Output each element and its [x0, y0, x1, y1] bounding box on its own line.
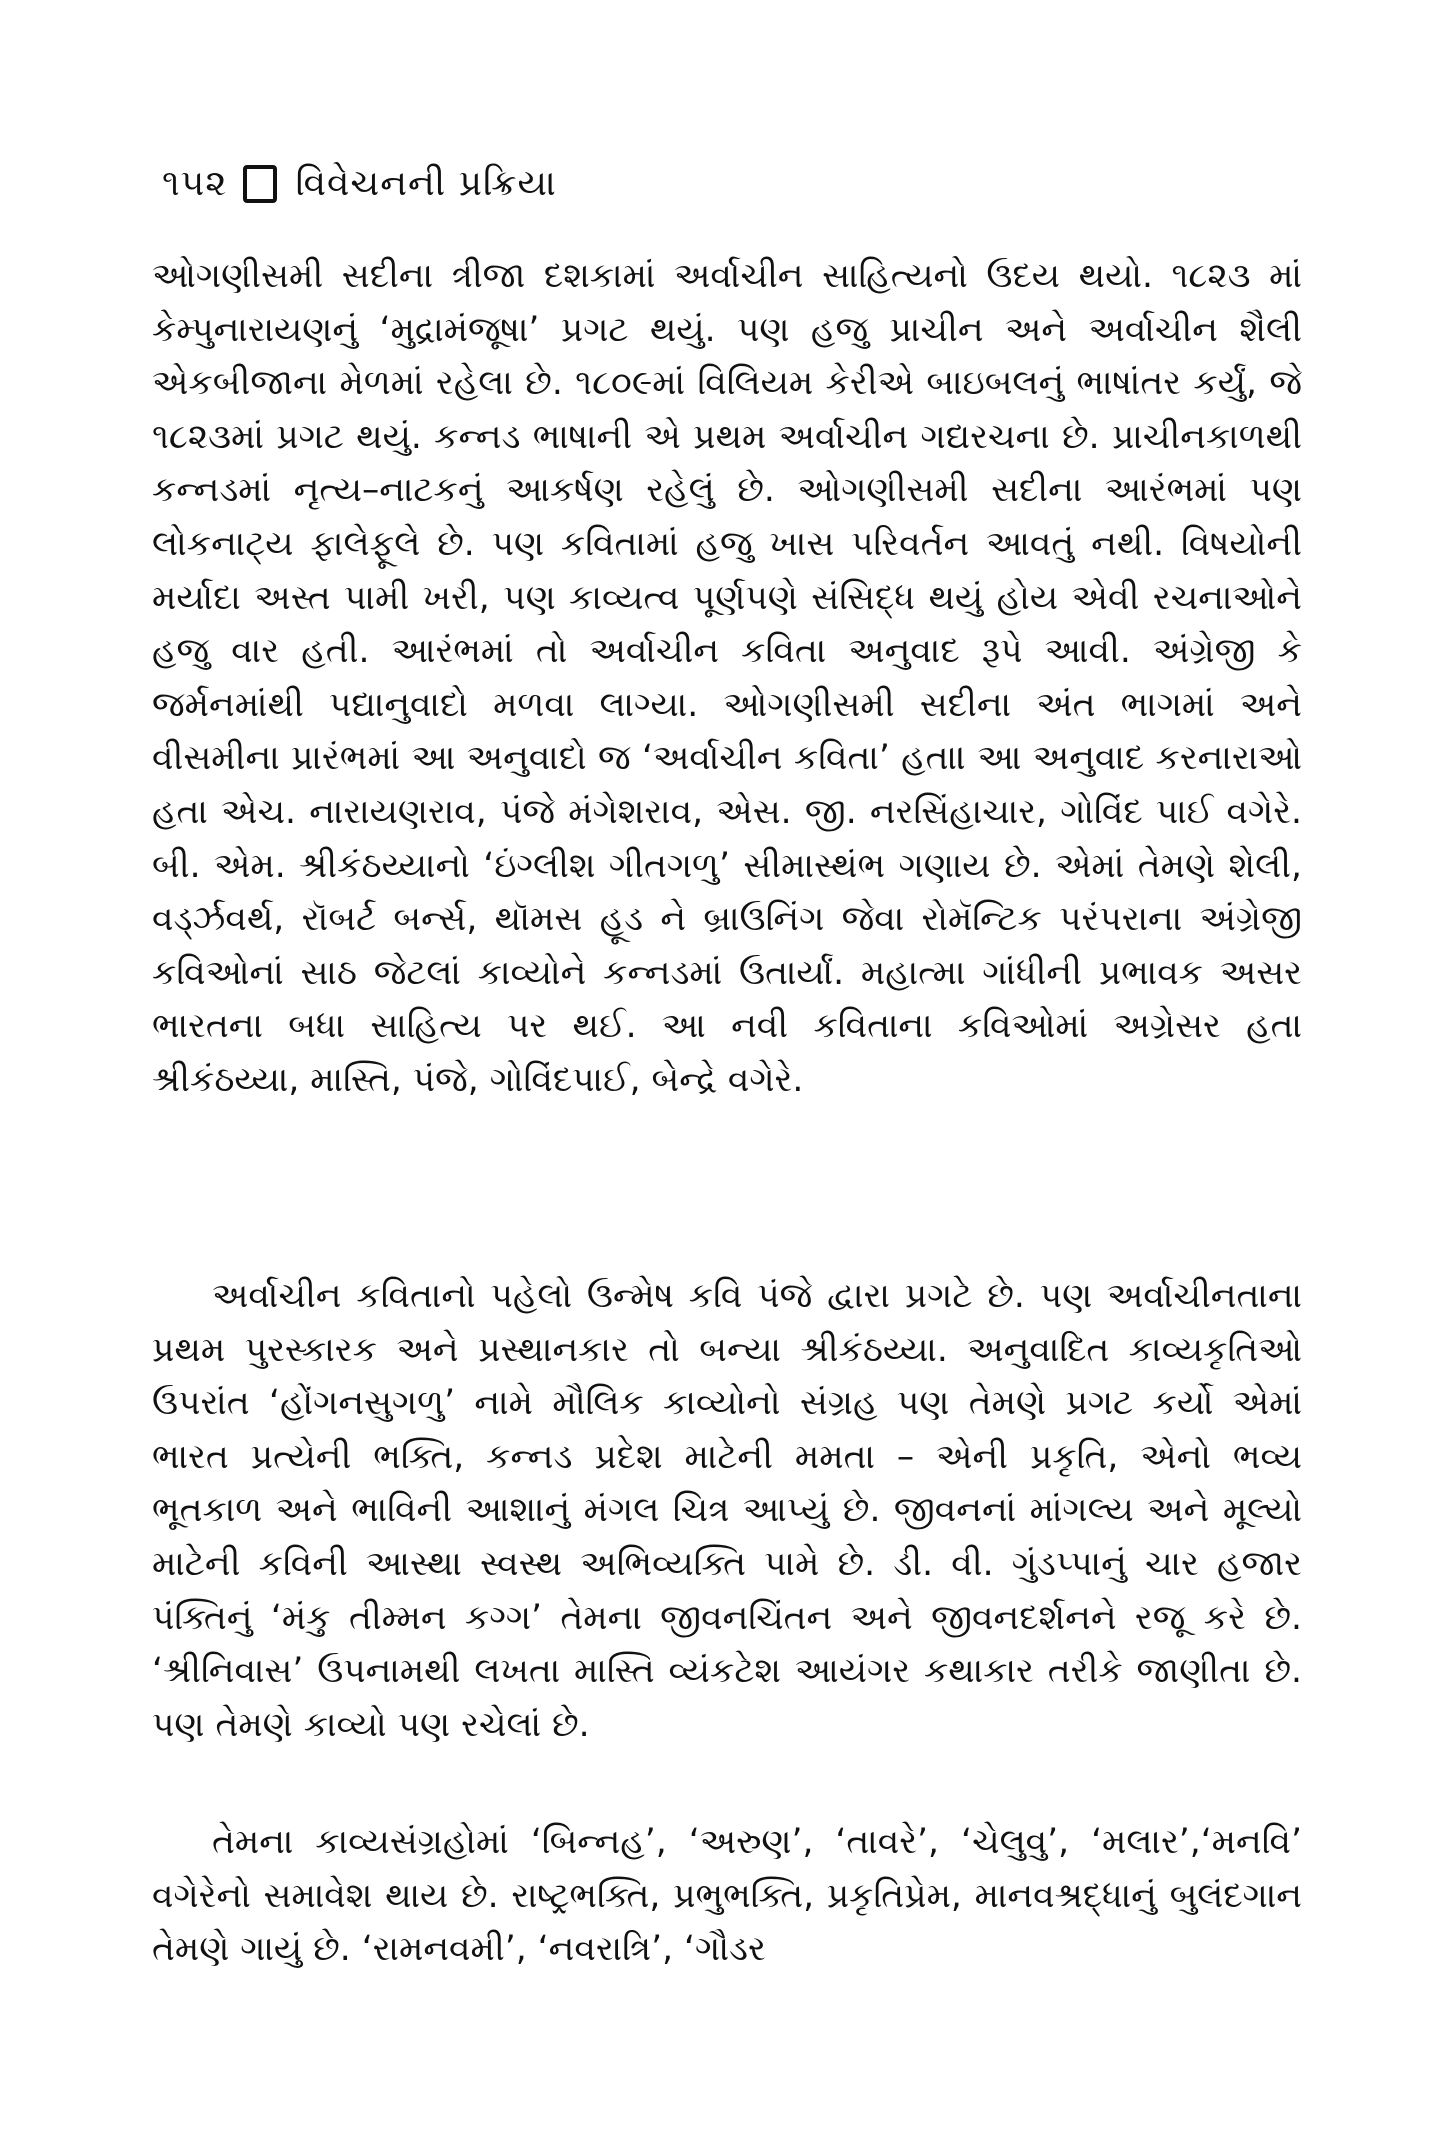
paragraph-2: અર્વાચીન કવિતાનો પહેલો ઉન્મેષ કવિ પંજે દ્વારા પ્રગટે છે. પણ અર્વાચીનતાના પ્રથમ પુરસ્કારક અને પ્રસ્થાનકાર તો બન્યા શ્રીકંઠય્યા. અનુવાદિત કાવ્યકૃતિઓ ઉપરાંત ‘હોંગનસુગળુ’ નામે મૌલિક કાવ્યોનો સંગ્રહ પણ તેમણે પ્રગટ કર્યો એમાં ભારત પ્રત્યેની ભક્તિ, કન્નડ પ્રદેશ માટેની મમતા – એની પ્રકૃતિ, એનો ભવ્ય ભૂતકાળ અને ભાવિની આશાનું મંગલ ચિત્ર આપ્યું છે. જીવનનાં માંગલ્ય અને મૂલ્યો માટેની કવિની આસ્થા સ્વસ્થ અભિવ્યક્તિ પામે છે. ડી. વી. ગુંડપ્પાનું ચાર હજાર પંક્તિનું ‘મંકુ તીમ્મન કગ્ગ’ તેમના જીવનચિંતન અને જીવનદર્શનને રજૂ કરે છે. ‘શ્રીનિવાસ’ ઉપનામથી લખતા માસ્તિ વ્યંકટેશ આયંગર કથાકાર તરીકે જાણીતા છે. પણ તેમણે કાવ્યો પણ રચેલાં છે. — [152, 1276, 1302, 1745]
body-text — [152, 250, 1302, 1970]
paragraph-1: ઓગણીસમી સદીના ત્રીજા દશકામાં અર્વાચીન સાહિત્યનો ઉદય થયો. ૧૮૨૩ માં કેમ્પુનારાયણનું ‘મુદ્રામંજૂષા’ પ્રગટ થયું. પણ હજુ પ્રાચીન અને અર્વાચીન શૈલી એકબીજાના મેળમાં રહેલા છે. ૧૮૦૯માં વિલિયમ કેરીએ બાઇબલનું ભાષાંતર કર્યું, જે ૧૮૨૩માં પ્રગટ થયું. કન્નડ ભાષાની એ પ્રથમ અર્વાચીન ગદ્યરચના છે. પ્રાચીનકાળથી કન્નડમાં નૃત્ય–નાટકનું આકર્ષણ રહેલું છે. ઓગણીસમી સદીના આરંભમાં પણ લોકનાટ્ય ફાલેફૂલે છે. પણ કવિતામાં હજુ ખાસ પરિવર્તન આવતું નથી. વિષયોની મર્યાદા અસ્ત પામી ખરી, પણ કાવ્યત્વ પૂર્ણપણે સંસિદ્ધ થયું હોય એવી રચનાઓને હજુ વાર હતી. આરંભમાં તો અર્વાચીન કવિતા અનુવાદ રૂપે આવી. અંગ્રેજી કે જર્મનમાંથી પદ્યાનુવાદો મળવા લાગ્યા. ઓગણીસમી સદીના અંત ભાગમાં અને વીસમીના પ્રારંભમાં આ અનુવાદો જ ‘અર્વાચીન કવિતા’ હતા। આ અનુવાદ કરનારાઓ હતા એચ. નારાયણરાવ, પંજે મંગેશરાવ, એસ. જી. નરસિંહાચાર, ગોવિંદ પાઈ વગેરે. બી. એમ. શ્રીકંઠય્યાનો ‘ઇંગ્લીશ ગીતગળુ’ સીમાસ્થંભ ગણાય છે. એમાં તેમણે શેલી, વર્ડ્ઝવર્થ, રૉબર્ટ બર્ન્સ, થૉમસ હૂડ ને બ્રાઉનિંગ જેવા રોમૅન્ટિક પરંપરાના અંગ્રેજી કવિઓનાં સાઠ જેટલાં કાવ્યોને કન્નડમાં ઉતાર્યાં. મહાત્મા ગાંધીની પ્રભાવક અસર ભારતના બધા સાહિત્ય પર થઈ. આ નવી કવિતાના કવિઓમાં અગ્રેસર હતા શ્રીકંઠય્યા, માસ્તિ, પંજે, ગોવિંદપાઈ, બેન્દ્રે વગેરે. — [152, 256, 1302, 1100]
book-title: વિવેચનની પ્રક્રિયા — [295, 163, 557, 204]
running-head — [162, 154, 557, 214]
square-box-icon — [243, 165, 277, 203]
page-number: ૧૫૨ — [162, 163, 228, 204]
paragraph-3: તેમના કાવ્યસંગ્રહોમાં ‘બિન્નહ’, ‘અરુણ’, ‘તાવરે’, ‘ચેલુવુ’, ‘મલાર’,‘મનવિ’ વગેરેનો સમાવેશ થાય છે. રાષ્ટ્રભક્તિ, પ્રભુભક્તિ, પ્રકૃતિપ્રેમ, માનવશ્રદ્ધાનું બુલંદગાન તેમણે ગાયું છે. ‘રામનવમી’, ‘નવરાત્રિ’, ‘ગૌડર — [152, 1822, 1302, 1970]
